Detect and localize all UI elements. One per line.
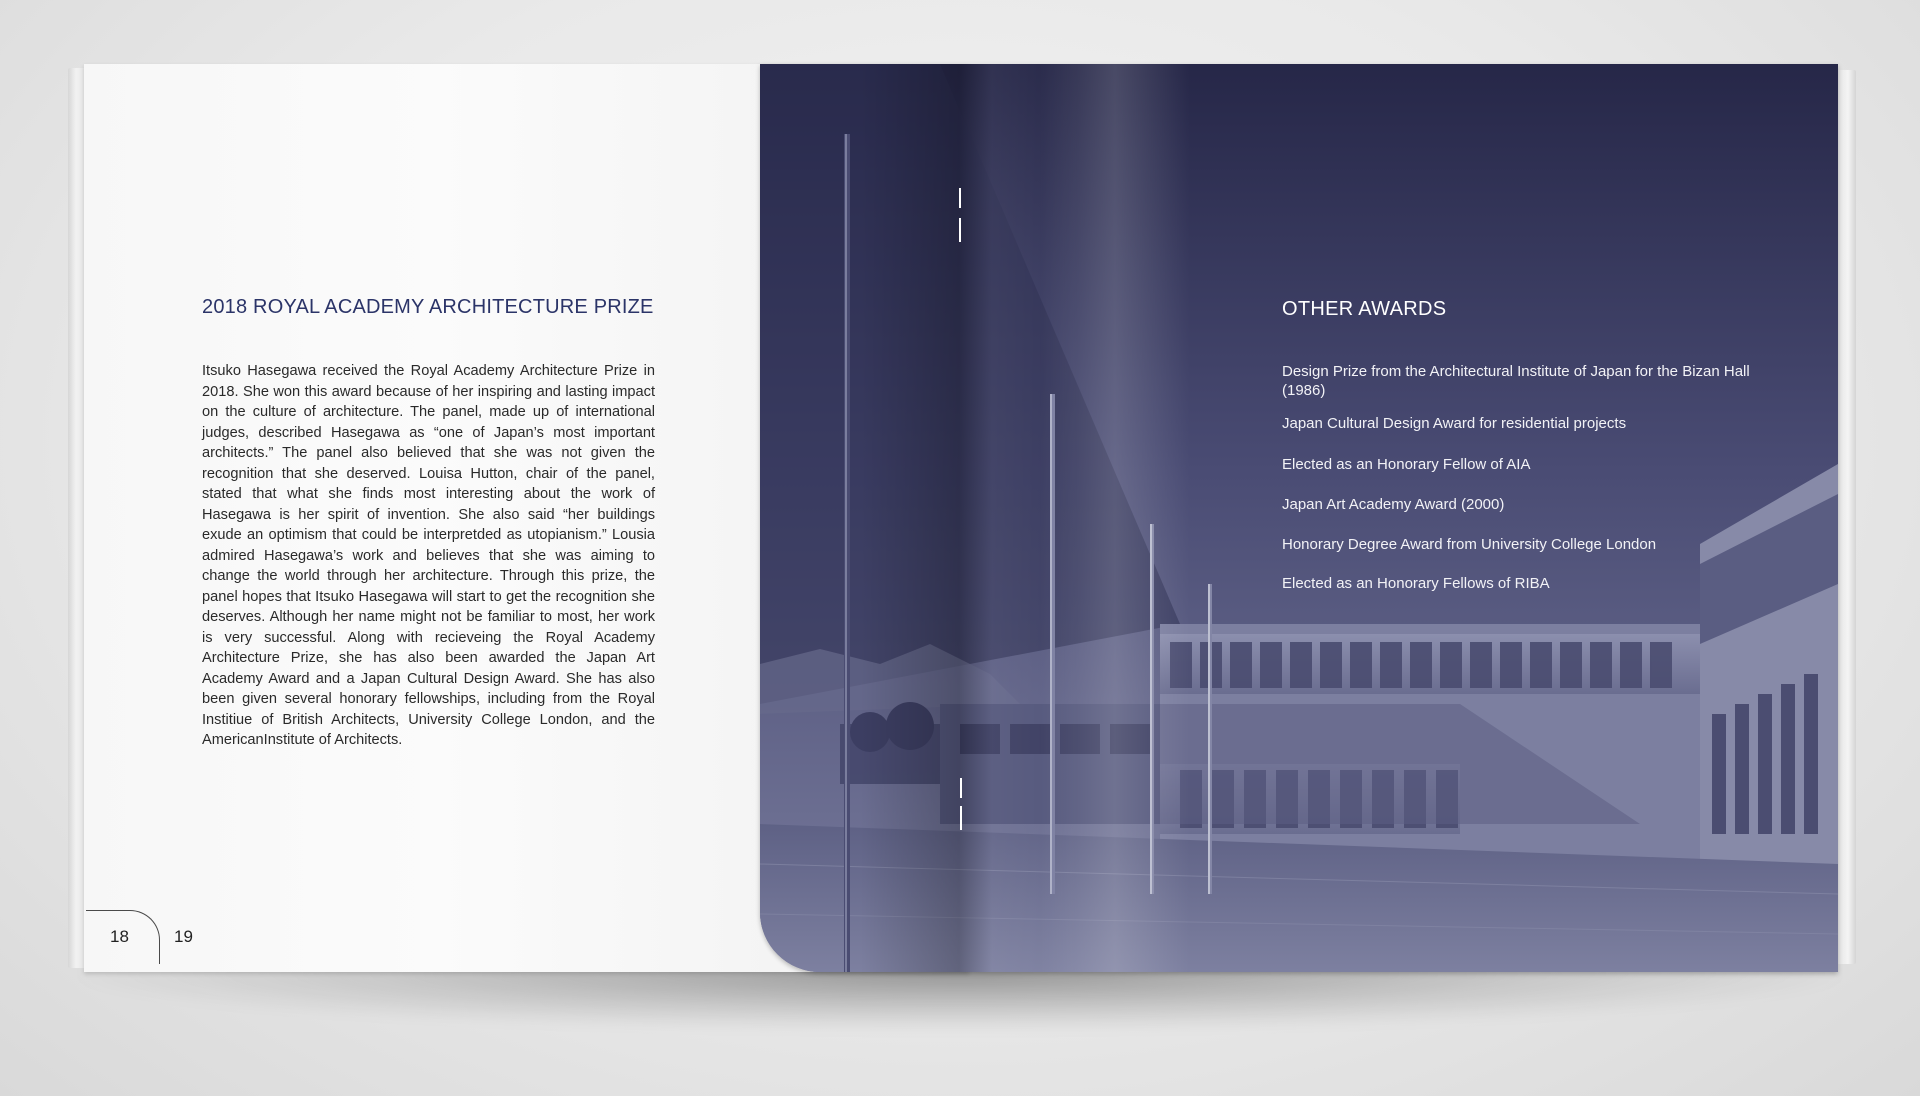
award-item: Japan Cultural Design Award for residential projects <box>1282 415 1627 432</box>
page-number-left: 18 <box>110 927 129 946</box>
spine-stitch-top-2 <box>959 218 961 242</box>
prize-heading: 2018 ROYAL ACADEMY ARCHITECTURE PRIZE <box>202 296 654 318</box>
award-item: Design Prize from the Architectural Institute of Japan for the Bizan Hall (1986) <box>1282 363 1750 399</box>
other-awards-heading: OTHER AWARDS <box>1282 298 1447 320</box>
award-item: Elected as an Honorary Fellows of RIBA <box>1282 575 1550 592</box>
building-photo <box>760 64 1838 972</box>
spine-stitch-bottom <box>960 778 962 798</box>
page-number-right: 19 <box>174 927 193 946</box>
spine-stitch-bottom-2 <box>960 806 962 830</box>
spine-stitch-top <box>959 188 961 208</box>
award-item: Elected as an Honorary Fellow of AIA <box>1282 456 1531 473</box>
prize-body-text: Itsuko Hasegawa received the Royal Academy Architecture Prize in 2018. She won this award because of her inspiring and lasting impact on the culture of architecture. The panel, made up of international judges, described Hasegawa as “one of Japan’s most important architects.” The panel also believed that she was not given the recognition that she deserved. Louisa Hutton, chair of the panel, stated that what she finds most interesting about the work of Hasegawa is her spirit of invention. She also said “her buildings exude an optimism that could be interpretded as utopianism.” Lousia admired Hasegawa’s work and believes that she was aiming to change the world through her architecture. Through this prize, the panel hopes that Itsuko Hasegawa will start to get the recognition she deserves. Although her name might not be familiar to most, her work is very successful. Along with recieveing the Royal Academy Architecture Prize, she has also been awarded the Japan Art Academy Award and a Japan Cultural Design Award. She has also been given several honorary fellowships, including from the Royal Institiue of British Architects, University College London, and the AmericanInstitute of Architects. <box>202 363 655 748</box>
right-page <box>760 64 1838 972</box>
award-item: Japan Art Academy Award (2000) <box>1282 496 1505 513</box>
page-stack-right <box>1836 70 1856 964</box>
award-item: Honorary Degree Award from University College London <box>1282 536 1657 553</box>
